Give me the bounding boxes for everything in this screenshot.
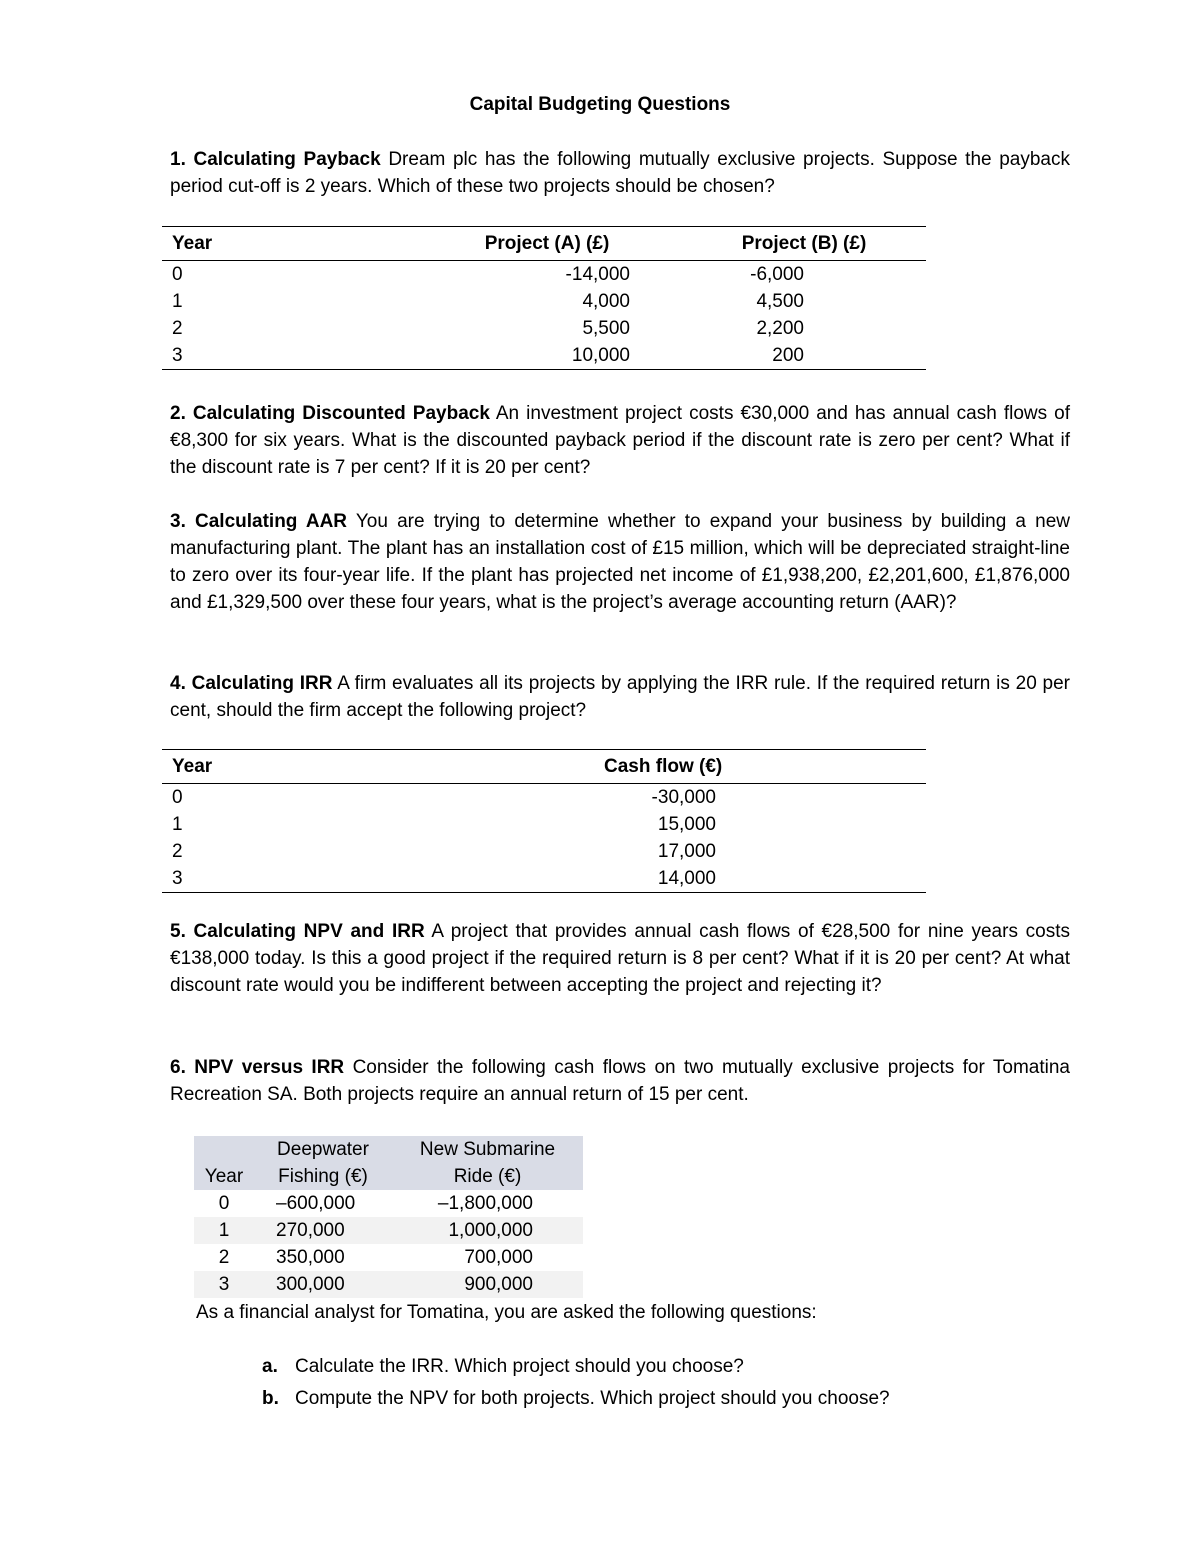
cell-project-a: 4,000 <box>582 290 630 312</box>
cell-cash-flow <box>542 865 926 893</box>
subquestion-a-text: Calculate the IRR. Which project should you choose? <box>295 1356 744 1377</box>
col-header-year: Year <box>162 227 412 261</box>
col-header-year: Year <box>162 750 542 784</box>
table-header-row <box>194 1136 583 1190</box>
cell-submarine: –1,800,000 <box>437 1192 533 1214</box>
question-4-label: 4. Calculating IRR <box>170 673 333 694</box>
col-header-year: Year <box>194 1136 254 1190</box>
col-header-cash-flow: Cash flow (€) <box>542 750 926 784</box>
cell-year: 3 <box>172 867 183 889</box>
question-6-text: Consider the following cash flows on two mutually exclusive projects for Tomatina Recreation SA. Both projects require an annual return of 15 per cent. <box>170 1057 1070 1105</box>
question-5-text: A project that provides annual cash flows of €28,500 for nine years costs €138,000 today. Is this a good project if the required return is 8 per cent? What if it is 20 per cent? At what discount rate would you be indifferent between accepting the project and rejecting it? <box>170 921 1071 996</box>
table-row <box>194 1190 583 1217</box>
cell-deepwater: 350,000 <box>276 1246 345 1268</box>
table-row <box>162 315 926 342</box>
cell-year: 0 <box>172 786 183 808</box>
question-3-text: You are trying to determine whether to expand your business by building a new manufacturing plant. The plant has an installation cost of £15 million, which will be depreciated straight-line to zero over its four-year life. If the plant has projected net income of £1,938,200, £2,201,600, £1,876,000 and £1,329,500 over these four years, what is the project’s average accounting return (AAR)? <box>170 511 1071 613</box>
question-6 <box>170 1054 1070 1108</box>
cell-project-a: 5,500 <box>582 317 630 339</box>
projects-table <box>194 1136 583 1298</box>
table-row <box>162 288 926 315</box>
cell-cash-flow <box>542 784 926 812</box>
cell-project-b: 200 <box>772 344 804 366</box>
col-header-submarine: New Submarine Ride (€) <box>392 1136 583 1190</box>
cell-year: 1 <box>172 813 183 835</box>
cell-submarine: 700,000 <box>464 1246 533 1268</box>
question-5-label: 5. Calculating NPV and IRR <box>170 921 425 942</box>
analyst-intro: As a financial analyst for Tomatina, you are asked the following questions: <box>196 1302 817 1323</box>
cell-year: 3 <box>172 344 183 366</box>
cell-year: 1 <box>172 290 183 312</box>
question-4 <box>170 670 1070 724</box>
cell-project-b: 4,500 <box>756 290 804 312</box>
page-title: Capital Budgeting Questions <box>469 94 731 115</box>
table-row <box>194 1271 583 1298</box>
cell-year: 2 <box>172 317 183 339</box>
question-1-label: 1. Calculating Payback <box>170 149 381 170</box>
cell-project-a: 10,000 <box>571 344 630 366</box>
cell-cash-flow <box>542 811 926 838</box>
question-5 <box>170 918 1070 999</box>
table-row <box>194 1217 583 1244</box>
payback-table <box>162 226 926 370</box>
cash-flow-value: 15,000 <box>657 813 716 835</box>
cash-flow-value: -30,000 <box>651 786 716 808</box>
cash-flow-value: 14,000 <box>657 867 716 889</box>
cell-year: 1 <box>194 1217 254 1244</box>
subquestion-b <box>262 1385 890 1412</box>
cell-submarine: 900,000 <box>392 1271 583 1298</box>
cell-cash-flow <box>542 838 926 865</box>
question-2-text: An investment project costs €30,000 and has annual cash flows of €8,300 for six years. What is the discounted payback period if the discount rate is zero per cent? What if the discount rate is 7 per cent? If it is 20 per cent? <box>170 403 1070 478</box>
cell-year: 2 <box>218 1246 230 1268</box>
question-2 <box>170 400 1070 481</box>
cell-submarine: 1,000,000 <box>392 1217 583 1244</box>
question-1-text: Dream plc has the following mutually exclusive projects. Suppose the payback period cut-off is 2 years. Which of these two projects should be chosen? <box>170 149 1070 197</box>
cash-flow-value: 17,000 <box>657 840 716 862</box>
question-4-text: A firm evaluates all its projects by applying the IRR rule. If the required return is 20 per cent, should the firm accept the following project? <box>170 673 1070 721</box>
subquestion-a-label: a. <box>262 1356 278 1377</box>
cell-deepwater: –600,000 <box>276 1192 356 1214</box>
col-header-project-b: Project (B) (£) <box>682 227 926 261</box>
cell-year: 3 <box>194 1271 254 1298</box>
cell-deepwater: 270,000 <box>254 1217 392 1244</box>
cell-project-b: 2,200 <box>756 317 804 339</box>
question-3-label: 3. Calculating AAR <box>170 511 348 532</box>
table-row <box>162 865 926 893</box>
cell-project-b: -6,000 <box>750 263 804 285</box>
col-header-project-a: Project (A) (£) <box>412 227 682 261</box>
table-row <box>194 1244 583 1271</box>
table-row <box>162 342 926 370</box>
cell-year: 2 <box>172 840 183 862</box>
table-row <box>162 811 926 838</box>
table-row <box>162 838 926 865</box>
cell-year: 0 <box>172 263 183 285</box>
table-header-row <box>162 227 926 261</box>
cell-year: 0 <box>218 1192 230 1214</box>
table-header-row <box>162 750 926 784</box>
question-1 <box>170 146 1070 200</box>
subquestion-a <box>262 1353 744 1380</box>
question-3 <box>170 508 1070 616</box>
question-6-label: 6. NPV versus IRR <box>170 1057 345 1078</box>
cell-deepwater: 300,000 <box>254 1271 392 1298</box>
table-row <box>162 261 926 289</box>
table-row <box>162 784 926 812</box>
cell-project-a: -14,000 <box>565 263 630 285</box>
question-2-label: 2. Calculating Discounted Payback <box>170 403 490 424</box>
subquestion-b-text: Compute the NPV for both projects. Which project should you choose? <box>295 1388 890 1409</box>
irr-table <box>162 749 926 893</box>
subquestion-b-label: b. <box>262 1388 279 1409</box>
col-header-deepwater: Deepwater Fishing (€) <box>254 1136 392 1190</box>
